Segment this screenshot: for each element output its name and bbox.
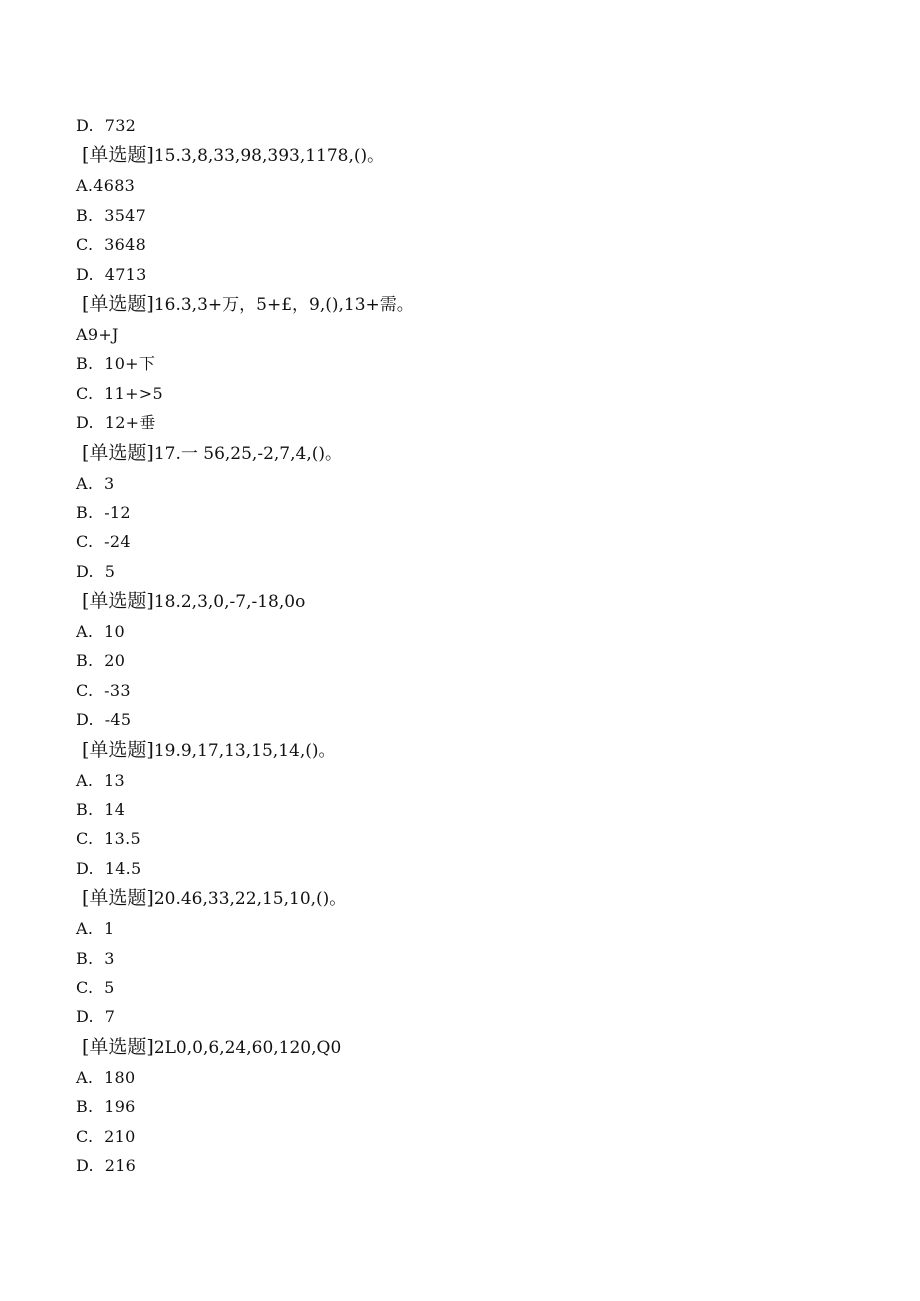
question-20 [76,883,856,914]
question-list [76,111,856,1180]
question-text: 19.9,17,13,15,14,()。 [153,740,336,761]
option-c: C. 210 [76,1126,136,1146]
option-d: D. 7 [76,1007,116,1027]
question-text: 16.3,3+万，5+£，9,(),13+需。 [153,294,414,315]
question-type-tag: [单选题] [82,590,154,613]
question-type-tag: [单选题] [82,1035,154,1058]
question-text: 2L0,0,6,24,60,120,Q0 [153,1037,342,1058]
option-c: C. 13.5 [76,829,141,849]
option-d: D. 216 [76,1155,137,1175]
question-15 [76,140,856,171]
option-b: B. 10+下 [76,354,156,374]
question-18 [76,586,856,617]
question-type-tag: [单选题] [82,292,154,315]
option-c: C. -24 [76,532,131,552]
option-a: A. 10 [76,622,125,642]
option-d: D. 5 [76,561,116,581]
option-b: B. -12 [76,502,131,522]
option-a: A.4683 [76,176,136,196]
question-type-tag: [单选题] [82,144,154,167]
option-b: B. 20 [76,651,126,671]
option-b: B. 3547 [76,205,147,225]
question-text: 20.46,33,22,15,10,()。 [153,889,347,910]
option-b: B. 196 [76,1097,136,1117]
question-type-tag: [单选题] [82,441,154,464]
option-d: D. 12+垂 [76,413,156,433]
option-a: A. 180 [76,1067,136,1087]
question-text: 17.一 56,25,-2,7,4,()。 [153,443,343,464]
option-a: A. 3 [76,473,115,493]
option-a: A9+J [76,324,119,344]
question-16 [76,289,856,320]
option-b: B. 3 [76,948,115,968]
option-d: D. -45 [76,710,132,730]
option-c: C. -33 [76,680,131,700]
option-b: B. 14 [76,800,126,820]
option-a: A. 1 [76,919,115,939]
question-text: 15.3,8,33,98,393,1178,()。 [153,146,385,167]
option-a: A. 13 [76,770,125,790]
question-text: 18.2,3,0,-7,-18,0o [153,592,306,613]
question-type-tag: [单选题] [82,887,154,910]
option-c: C. 11+>5 [76,383,163,403]
option-c: C. 5 [76,977,115,997]
option-d: D. 4713 [76,264,147,284]
question-21 [76,1032,856,1063]
question-17 [76,438,856,469]
question-19 [76,735,856,766]
option-d: D. 14.5 [76,858,142,878]
question-type-tag: [单选题] [82,738,154,761]
option-c: C. 3648 [76,235,147,255]
option-d: D. 732 [76,116,137,135]
